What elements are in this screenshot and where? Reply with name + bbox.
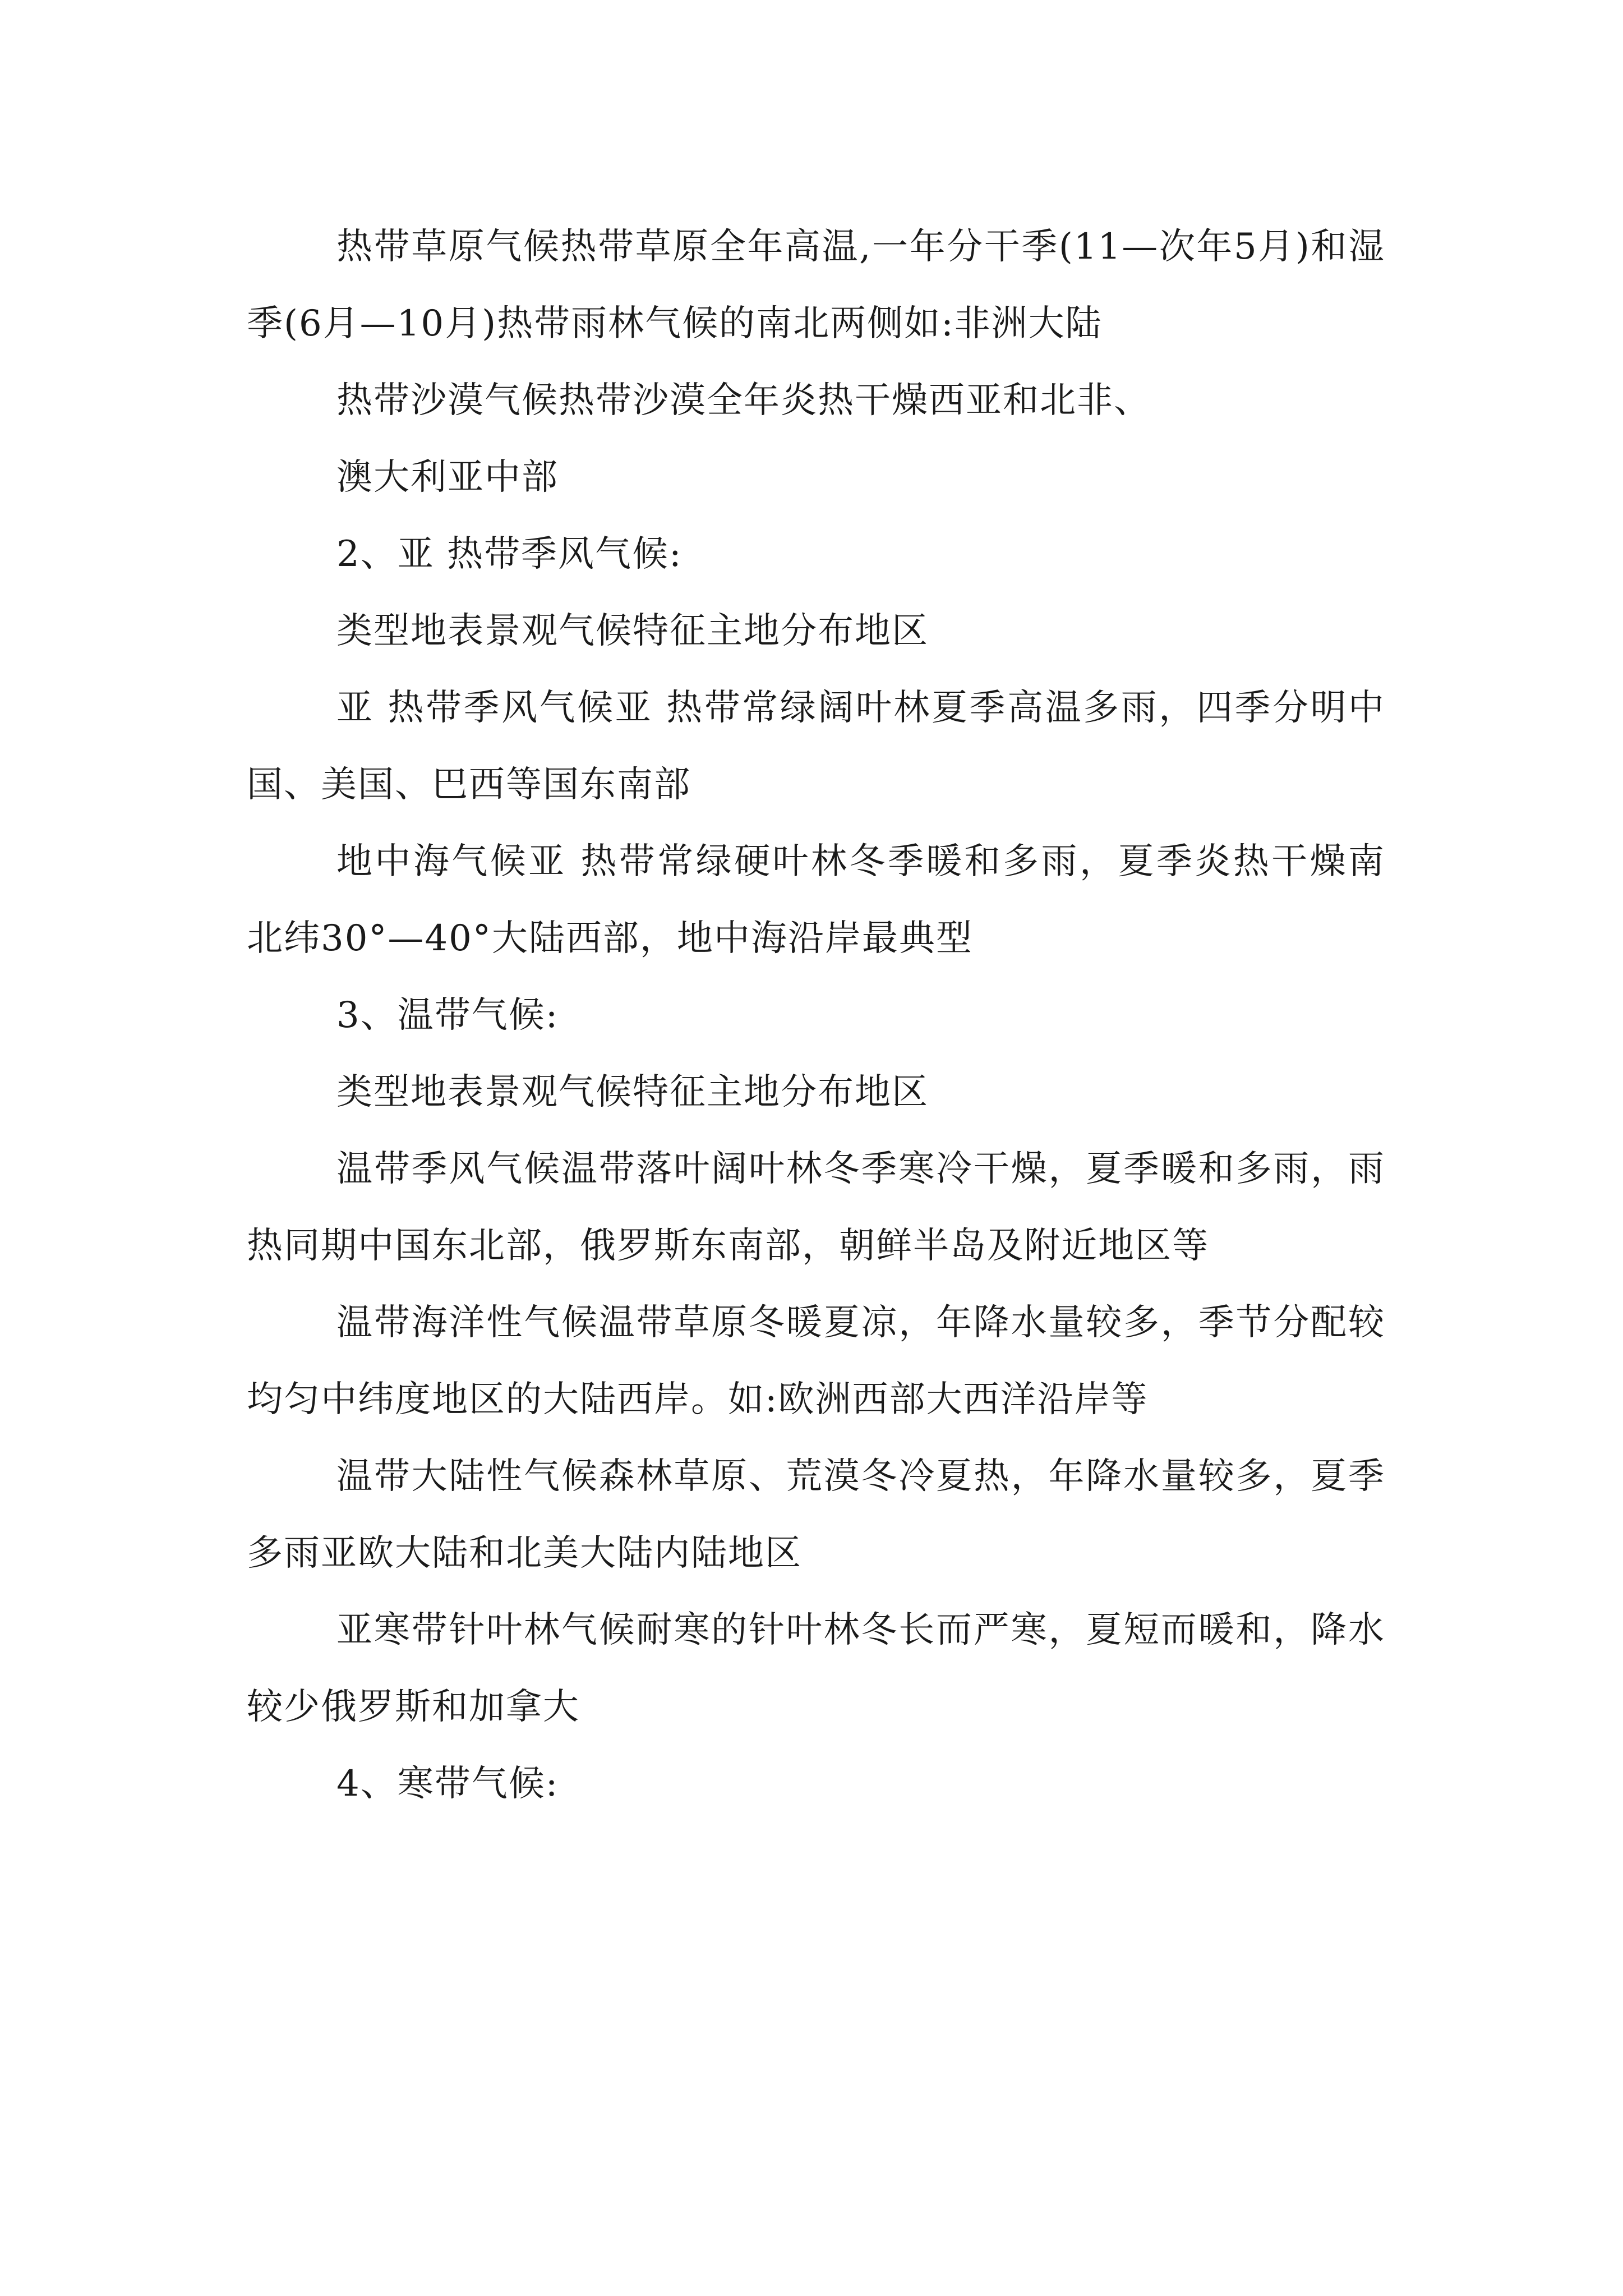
paragraph-temperate-maritime: 温带海洋性气候温带草原冬暖夏凉，年降水量较多，季节分配较均匀中纬度地区的大陆西岸。如:欧洲西部大西洋沿岸等	[247, 1302, 1385, 1420]
table-header-row: 类型地表景观气候特征主地分布地区	[336, 610, 929, 652]
paragraph-subtropical-monsoon: 亚 热带季风气候亚 热带常绿阔叶林夏季高温多雨，四季分明中国、美国、巴西等国东南部	[247, 687, 1385, 806]
paragraph-mediterranean: 地中海气候亚 热带常绿硬叶林冬季暖和多雨，夏季炎热干燥南北纬30°—40°大陆西部，地中海沿岸最典型	[247, 841, 1385, 959]
paragraph-temperate-monsoon: 温带季风气候温带落叶阔叶林冬季寒冷干燥，夏季暖和多雨，雨热同期中国东北部，俄罗斯东南部，朝鲜半岛及附近地区等	[247, 1148, 1385, 1267]
document-body	[247, 209, 1385, 1823]
section-heading-polar: 4、寒带气候:	[336, 1763, 559, 1805]
section-heading-temperate: 3、温带气候:	[336, 995, 559, 1036]
paragraph-tropical-desert: 热带沙漠气候热带沙漠全年炎热干燥西亚和北非、	[336, 380, 1151, 421]
paragraph-tropical-desert-region: 澳大利亚中部	[336, 457, 559, 498]
paragraph-subarctic-coniferous: 亚寒带针叶林气候耐寒的针叶林冬长而严寒，夏短而暖和，降水较少俄罗斯和加拿大	[247, 1609, 1385, 1728]
paragraph-tropical-savanna: 热带草原气候热带草原全年高温,一年分干季(11—次年5月)和湿季(6月—10月)热带雨林气候的南北两侧如:非洲大陆	[247, 226, 1385, 344]
section-heading-subtropical: 2、亚 热带季风气候:	[336, 533, 683, 575]
paragraph-temperate-continental: 温带大陆性气候森林草原、荒漠冬冷夏热，年降水量较多，夏季多雨亚欧大陆和北美大陆内陆地区	[247, 1456, 1385, 1574]
table-header-row: 类型地表景观气候特征主地分布地区	[336, 1071, 929, 1113]
